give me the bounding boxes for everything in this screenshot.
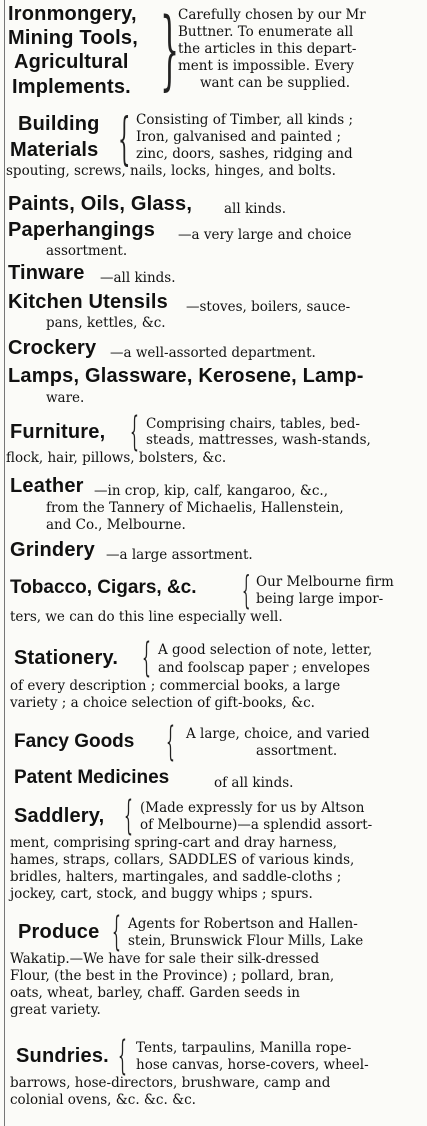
desc-line: oats, wheat, barley, chaff. Garden seeds in <box>10 985 300 1001</box>
desc-line: hames, straps, collars, SADDLES of various kinds, <box>10 852 355 868</box>
desc-line: ware. <box>46 390 85 406</box>
desc-line: colonial ovens, &c. &c. &c. <box>10 1092 196 1108</box>
desc-line: assortment. <box>46 243 128 259</box>
desc-line: Tents, tarpaulins, Manilla rope- <box>136 1040 352 1056</box>
brace-icon: { <box>118 107 131 172</box>
desc-line: —a very large and choice <box>178 227 352 243</box>
desc-line: Agents for Robertson and Hallen- <box>128 916 358 932</box>
desc-line: Wakatip.—We have for sale their silk-dressed <box>10 951 320 967</box>
heading: Tinware <box>8 262 85 284</box>
heading: Produce <box>18 921 100 943</box>
desc-line: being large impor- <box>256 591 384 607</box>
heading: Patent Medicines <box>14 767 170 788</box>
heading: Kitchen Utensils <box>8 291 168 313</box>
desc-line: Buttner. To enumerate all <box>178 24 354 40</box>
heading: Lamps, Glassware, Kerosene, Lamp- <box>8 365 364 387</box>
column-rule <box>4 0 5 1126</box>
heading: Fancy Goods <box>14 731 135 752</box>
heading: Tobacco, Cigars, &c. <box>10 577 197 598</box>
heading-line: Implements. <box>12 76 131 98</box>
brace-icon: { <box>112 909 121 955</box>
desc-line: bridles, halters, martingales, and saddle-cloths ; <box>10 869 342 885</box>
desc-line: Iron, galvanised and painted ; <box>136 129 342 145</box>
brace-icon: { <box>242 568 251 612</box>
desc-line: pans, kettles, &c. <box>46 315 166 331</box>
desc-line: flock, hair, pillows, bolsters, &c. <box>6 450 227 466</box>
desc-line: jockey, cart, stock, and buggy whips ; spurs. <box>10 886 313 902</box>
desc-line: —all kinds. <box>100 270 176 286</box>
desc-line: ment is impossible. Every <box>178 58 354 74</box>
heading: Sundries. <box>16 1045 109 1067</box>
desc-line: Consisting of Timber, all kinds ; <box>136 112 353 128</box>
desc-line: A good selection of note, letter, <box>158 642 373 658</box>
heading: Saddlery, <box>14 805 105 827</box>
desc-line: zinc, doors, sashes, ridging and <box>136 146 353 162</box>
heading: Stationery. <box>14 647 119 669</box>
desc-line: variety ; a choice selection of gift-books, &c. <box>10 695 315 711</box>
desc-line: from the Tannery of Michaelis, Hallenstein, <box>46 500 344 516</box>
desc-line: —in crop, kip, calf, kangaroo, &c., <box>94 483 328 499</box>
desc-line: assortment. <box>256 743 338 759</box>
desc-line: the articles in this depart- <box>178 41 357 57</box>
brace-icon: } <box>160 0 180 100</box>
heading: Furniture, <box>10 421 106 443</box>
desc-line: and foolscap paper ; envelopes <box>158 660 370 676</box>
heading: Paints, Oils, Glass, <box>8 193 193 215</box>
desc-line: stein, Brunswick Flour Mills, Lake <box>128 933 364 949</box>
desc-line: —a large assortment. <box>106 547 253 563</box>
desc-line: of every description ; commercial books, a large <box>10 678 341 694</box>
heading-line: Materials <box>10 139 99 161</box>
heading: Crockery <box>8 337 97 359</box>
heading: Grindery <box>10 539 95 561</box>
desc-line: Comprising chairs, tables, bed- <box>146 416 360 432</box>
desc-line: want can be supplied. <box>200 75 350 91</box>
heading-line: Mining Tools, <box>8 27 138 49</box>
brace-icon: { <box>142 635 151 681</box>
brace-icon: { <box>124 793 133 839</box>
desc-line: all kinds. <box>224 201 287 217</box>
desc-line: Flour, (the best in the Province) ; pollard, bran, <box>10 968 335 984</box>
desc-line: great variety. <box>10 1002 101 1018</box>
desc-line: hose canvas, horse-covers, wheel- <box>136 1057 369 1073</box>
desc-line: steads, mattresses, wash-stands, <box>146 432 371 448</box>
brace-icon: { <box>118 1033 127 1079</box>
desc-line: of all kinds. <box>214 775 294 791</box>
brace-icon: { <box>130 409 139 455</box>
desc-line: ment, comprising spring-cart and dray harness, <box>10 835 338 851</box>
desc-line: —a well-assorted department. <box>110 345 316 361</box>
desc-line: Carefully chosen by our Mr <box>178 7 366 23</box>
heading-line: Agricultural <box>14 51 129 73</box>
heading: Leather <box>10 475 84 497</box>
desc-line: (Made expressly for us by Altson <box>140 800 365 816</box>
desc-line: —stoves, boilers, sauce- <box>186 299 351 315</box>
desc-line: A large, choice, and varied <box>186 726 370 742</box>
heading-line: Ironmongery, <box>8 3 137 25</box>
heading-line: Building <box>18 113 100 135</box>
desc-line: barrows, hose-directors, brushware, camp and <box>10 1075 331 1091</box>
brace-icon: { <box>166 719 175 765</box>
desc-line: and Co., Melbourne. <box>46 517 186 533</box>
desc-line: of Melbourne)—a splendid assort- <box>140 817 373 833</box>
desc-line: spouting, screws, nails, locks, hinges, and bolts. <box>6 163 336 179</box>
heading: Paperhangings <box>8 219 156 241</box>
desc-line: Our Melbourne firm <box>256 574 394 590</box>
desc-line: ters, we can do this line especially well. <box>10 609 283 625</box>
